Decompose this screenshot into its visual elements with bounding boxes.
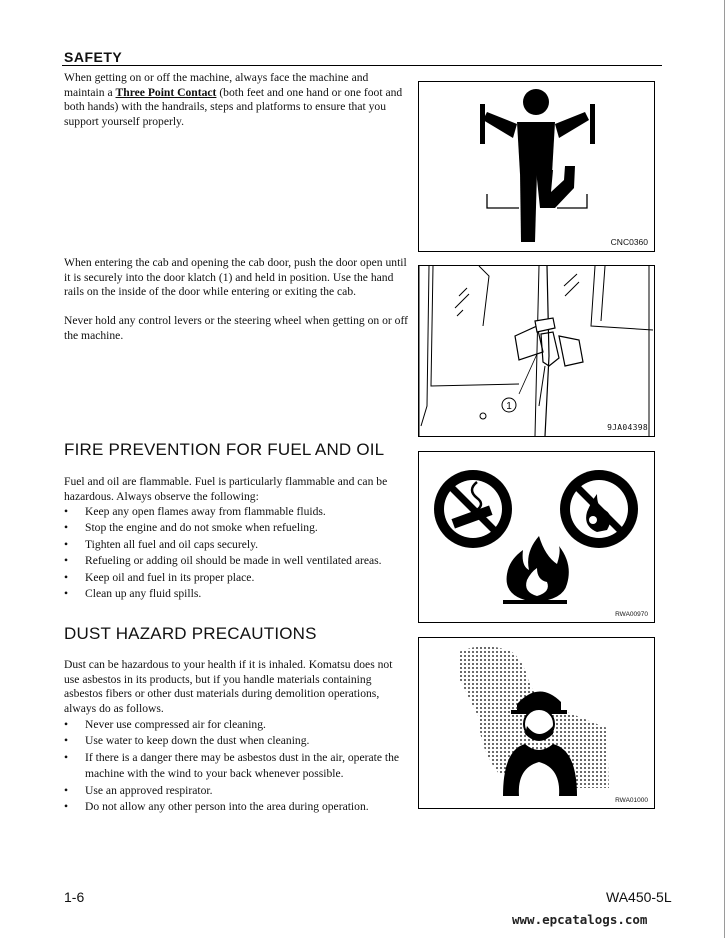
page-number: 1-6 xyxy=(64,889,85,905)
list-item: • If there is a danger there may be asbestos dust in the air, operate the machine with the wind to your back whenever possible. xyxy=(64,750,409,783)
figure-code: RWA00970 xyxy=(615,611,648,618)
list-item: • Refueling or adding oil should be made in well ventilated areas. xyxy=(64,553,409,569)
three-point-contact-figure xyxy=(418,81,655,252)
list-item: • Do not allow any other person into the area during operation. xyxy=(64,799,409,815)
cab-door-paragraph: When entering the cab and opening the cab door, push the door open until it is securely into the door klatch (1) and held in position. Use the hand rails on the inside of the door while entering or exiting the cab. xyxy=(64,256,407,299)
list-item: • Tighten all fuel and oil caps securely. xyxy=(64,537,409,553)
dust-hazard-figure xyxy=(418,637,655,809)
header-rule xyxy=(62,65,662,66)
model-name: WA450-5L xyxy=(606,889,672,905)
cab-door-figure xyxy=(418,265,655,437)
flame-icon xyxy=(503,536,569,604)
section-header: SAFETY xyxy=(64,49,123,65)
respirator-illustration xyxy=(419,638,654,808)
list-item: • Use water to keep down the dust when cleaning. xyxy=(64,733,409,749)
fire-intro: Fuel and oil are flammable. Fuel is particularly flammable and can be hazardous. Always observe the following: xyxy=(64,475,388,503)
no-smoking-icon xyxy=(434,470,512,548)
three-point-contact-paragraph xyxy=(64,71,409,129)
watermark-url: www.epcatalogs.com xyxy=(512,912,648,927)
figure-code: CNC0360 xyxy=(610,237,648,247)
list-item: • Clean up any fluid spills. xyxy=(64,586,409,602)
cab-door-illustration xyxy=(419,266,654,436)
fire-symbols-illustration xyxy=(419,452,654,622)
figure-code: RWA01000 xyxy=(615,797,648,804)
p1-text-start: When getting on or off the machine, always face the machine and maintain a xyxy=(64,71,369,99)
list-item: • Stop the engine and do not smoke when refueling. xyxy=(64,520,409,536)
list-item: • Never use compressed air for cleaning. xyxy=(64,717,409,733)
climber-illustration xyxy=(419,82,654,251)
dust-bullet-list xyxy=(64,717,409,815)
dust-intro: Dust can be hazardous to your health if it is inhaled. Komatsu does not use asbestos in its products, but if you handle materials containing asbestos fibers or other dust materials during demolition operations, always do as follows. xyxy=(64,658,393,715)
no-open-flame-icon xyxy=(560,470,638,548)
dust-hazard-title: DUST HAZARD PRECAUTIONS xyxy=(64,624,317,643)
list-item: • Use an approved respirator. xyxy=(64,783,409,799)
p1-text-end: (both feet and one hand or one foot and both hands) with the handrails, steps and platforms to ensure that you support yourself properly. xyxy=(64,85,403,128)
list-item: • Keep oil and fuel in its proper place. xyxy=(64,570,409,586)
three-point-contact-emphasis: Three Point Contact xyxy=(115,85,217,99)
fire-prevention-figure xyxy=(418,451,655,623)
list-item: • Keep any open flames away from flammable fluids. xyxy=(64,504,409,520)
control-levers-paragraph: Never hold any control levers or the steering wheel when getting on or off the machine. xyxy=(64,314,408,342)
callout-number: 1 xyxy=(506,401,512,412)
fire-bullet-list xyxy=(64,504,409,602)
fire-prevention-title: FIRE PREVENTION FOR FUEL AND OIL xyxy=(64,440,385,459)
figure-code: 9JA04398 xyxy=(607,423,648,432)
